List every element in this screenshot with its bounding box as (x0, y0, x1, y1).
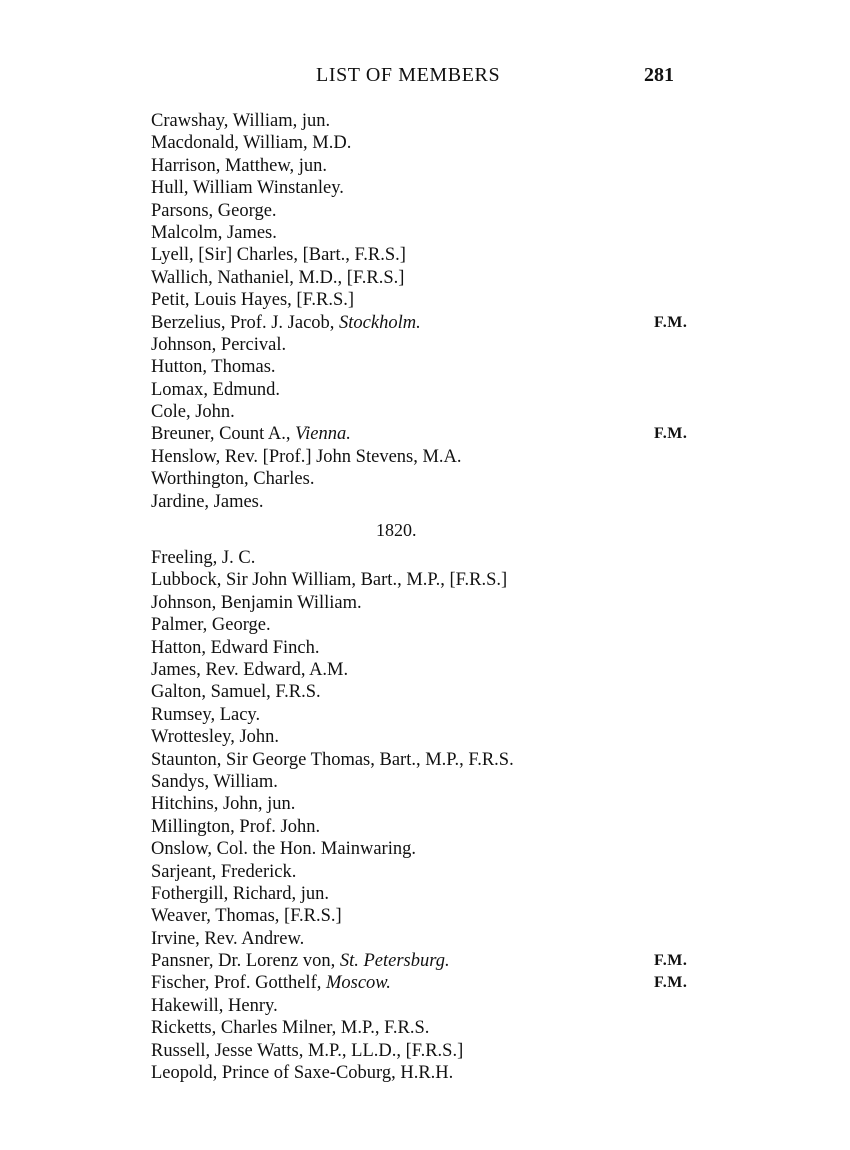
member-entry (151, 883, 711, 905)
member-entry (151, 726, 711, 748)
member-name: Henslow, Rev. [Prof.] John Stevens, M.A. (151, 446, 462, 467)
member-entry (151, 547, 711, 569)
member-name: James, Rev. Edward, A.M. (151, 659, 349, 680)
member-name: Harrison, Matthew, jun. (151, 155, 328, 176)
member-name: Johnson, Benjamin William. (151, 592, 362, 613)
member-entry (151, 592, 711, 614)
member-name: Malcolm, James. (151, 222, 277, 243)
member-name: Leopold, Prince of Saxe-Coburg, H.R.H. (151, 1063, 454, 1084)
member-entry (151, 312, 711, 334)
member-location: Vienna. (295, 424, 351, 445)
member-list-1820 (151, 547, 711, 1084)
member-name: Worthington, Charles. (151, 469, 315, 490)
member-name: Johnson, Percival. (151, 334, 287, 355)
member-location: Moscow. (325, 973, 391, 994)
member-entry (151, 244, 711, 266)
member-entry (151, 267, 711, 289)
member-location: Stockholm. (339, 312, 421, 333)
member-name: Lyell, [Sir] Charles, [Bart., F.R.S.] (151, 245, 406, 266)
member-name: Parsons, George. (151, 200, 277, 221)
member-name: Freeling, J. C. (151, 548, 256, 569)
member-entry (151, 905, 711, 927)
member-name: Hitchins, John, jun. (151, 794, 296, 815)
member-name: Russell, Jesse Watts, M.P., LL.D., [F.R.S.] (151, 1040, 464, 1061)
member-entry (151, 222, 711, 244)
member-name: Petit, Louis Hayes, [F.R.S.] (151, 290, 355, 311)
member-entry (151, 155, 711, 177)
member-name: Berzelius, Prof. J. Jacob, (151, 312, 340, 333)
member-entry (151, 771, 711, 793)
member-entry (151, 950, 711, 972)
member-name: Wallich, Nathaniel, M.D., [F.R.S.] (151, 267, 405, 288)
member-name: Galton, Samuel, F.R.S. (151, 682, 321, 703)
member-entry (151, 379, 711, 401)
member-entry (151, 468, 711, 490)
member-name: Macdonald, William, M.D. (151, 133, 352, 154)
foreign-member-mark: F.M. (654, 425, 688, 443)
member-entry (151, 1040, 711, 1062)
member-location: St. Petersburg. (339, 951, 450, 972)
member-name: Rumsey, Lacy. (151, 704, 261, 725)
member-entry (151, 1062, 711, 1084)
foreign-member-mark: F.M. (654, 313, 688, 331)
member-entry (151, 816, 711, 838)
member-entry (151, 177, 711, 199)
member-entry (151, 491, 711, 513)
member-list (151, 110, 711, 1084)
member-name: Fischer, Prof. Gotthelf, (151, 973, 326, 994)
member-name: Ricketts, Charles Milner, M.P., F.R.S. (151, 1018, 430, 1039)
member-entry (151, 659, 711, 681)
member-entry (151, 401, 711, 423)
member-entry (151, 132, 711, 154)
member-name: Pansner, Dr. Lorenz von, (151, 951, 340, 972)
foreign-member-mark: F.M. (654, 974, 688, 992)
member-entry (151, 1017, 711, 1039)
member-name: Fothergill, Richard, jun. (151, 883, 329, 904)
member-entry (151, 838, 711, 860)
member-list-before-1820 (151, 110, 711, 513)
member-name: Lubbock, Sir John William, Bart., M.P., [F.R.S.] (151, 570, 508, 591)
member-name: Crawshay, William, jun. (151, 111, 331, 131)
member-entry (151, 356, 711, 378)
member-name: Jardine, James. (151, 491, 264, 512)
member-entry (151, 793, 711, 815)
member-name: Sarjeant, Frederick. (151, 861, 297, 882)
member-name: Onslow, Col. the Hon. Mainwaring. (151, 839, 416, 860)
member-name: Palmer, George. (151, 615, 271, 636)
member-name: Staunton, Sir George Thomas, Bart., M.P., F.R.S. (151, 749, 514, 770)
member-entry (151, 928, 711, 950)
member-entry (151, 614, 711, 636)
page-header (0, 64, 850, 94)
member-name: Breuner, Count A., (151, 424, 296, 445)
member-entry (151, 569, 711, 591)
year-heading: 1820. (376, 520, 417, 541)
foreign-member-mark: F.M. (654, 952, 688, 970)
member-entry (151, 861, 711, 883)
member-entry (151, 110, 711, 132)
member-entry (151, 749, 711, 771)
member-name: Hakewill, Henry. (151, 995, 278, 1016)
running-title: LIST OF MEMBERS (316, 64, 501, 86)
page-number: 281 (644, 64, 674, 86)
member-entry (151, 995, 711, 1017)
member-entry (151, 423, 711, 445)
member-name: Hull, William Winstanley. (151, 178, 344, 199)
member-name: Cole, John. (151, 402, 235, 423)
member-name: Wrottesley, John. (151, 727, 280, 748)
member-name: Weaver, Thomas, [F.R.S.] (151, 906, 342, 927)
member-entry (151, 200, 711, 222)
member-name: Millington, Prof. John. (151, 816, 321, 837)
member-name: Lomax, Edmund. (151, 379, 280, 400)
member-entry (151, 704, 711, 726)
member-name: Hutton, Thomas. (151, 357, 276, 378)
member-entry (151, 334, 711, 356)
member-entry (151, 972, 711, 994)
member-entry (151, 446, 711, 468)
member-name: Sandys, William. (151, 771, 278, 792)
member-name: Hatton, Edward Finch. (151, 637, 320, 658)
member-entry (151, 637, 711, 659)
member-entry (151, 681, 711, 703)
member-name: Irvine, Rev. Andrew. (151, 928, 305, 949)
member-entry (151, 289, 711, 311)
